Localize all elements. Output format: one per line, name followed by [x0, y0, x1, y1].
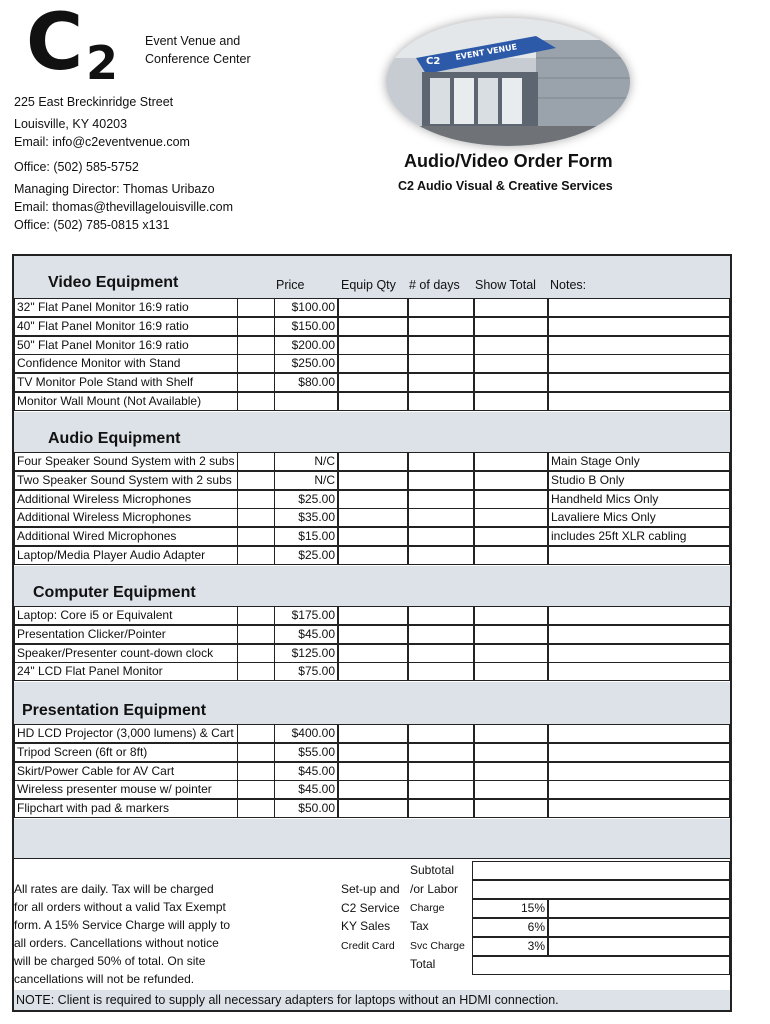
item-name: 40" Flat Panel Monitor 16:9 ratio [14, 317, 238, 336]
equip-qty-field[interactable] [338, 490, 408, 509]
show-total-field[interactable] [474, 354, 548, 373]
address-line-2: Louisville, KY 40203 [14, 117, 128, 131]
equip-qty-field[interactable] [338, 625, 408, 644]
subtotal-label: Subtotal [410, 863, 455, 877]
section-title: Presentation Equipment [22, 702, 207, 719]
spacer-cell [238, 490, 274, 509]
days-field[interactable] [408, 799, 474, 818]
show-total-field[interactable] [474, 392, 548, 411]
c2-logo [26, 0, 131, 90]
spacer-cell [238, 743, 274, 762]
item-note [548, 317, 730, 336]
table-row [14, 471, 730, 490]
item-price: N/C [274, 471, 338, 490]
item-price: $175.00 [274, 606, 338, 625]
venue-office-phone: Office: (502) 585-5752 [14, 160, 139, 174]
item-name: Additional Wireless Microphones [14, 490, 238, 509]
spacer-cell [238, 625, 274, 644]
adapter-note: NOTE: Client is required to supply all necessary adapters for laptops without an HDMI connection. [14, 990, 730, 1010]
equip-qty-field[interactable] [338, 527, 408, 546]
item-note: Studio B Only [548, 471, 730, 490]
tax-rate: 6% [472, 918, 548, 937]
show-total-field[interactable] [474, 799, 548, 818]
item-name: Additional Wireless Microphones [14, 508, 238, 527]
item-price: $250.00 [274, 354, 338, 373]
table-row [14, 298, 730, 317]
tax-label: Tax [410, 919, 429, 933]
item-name: Confidence Monitor with Stand [14, 354, 238, 373]
days-field[interactable] [408, 373, 474, 392]
item-name: Skirt/Power Cable for AV Cart [14, 762, 238, 781]
equip-qty-field[interactable] [338, 799, 408, 818]
item-price: $80.00 [274, 373, 338, 392]
equip-qty-field[interactable] [338, 644, 408, 663]
days-field[interactable] [408, 508, 474, 527]
equip-qty-field[interactable] [338, 298, 408, 317]
table-row [14, 644, 730, 663]
spacer-cell [238, 662, 274, 681]
days-field[interactable] [408, 662, 474, 681]
item-price: $50.00 [274, 799, 338, 818]
blank-band [14, 819, 730, 859]
table-row [14, 606, 730, 625]
days-field[interactable] [408, 546, 474, 565]
days-field[interactable] [408, 644, 474, 663]
col-equip-qty: Equip Qty [341, 278, 396, 292]
item-price: $150.00 [274, 317, 338, 336]
tax-field[interactable] [548, 918, 730, 937]
table-row [14, 508, 730, 527]
item-name: Laptop: Core i5 or Equivalent [14, 606, 238, 625]
total-label: Total [410, 957, 436, 971]
item-note: includes 25ft XLR cabling [548, 527, 730, 546]
item-price: $125.00 [274, 644, 338, 663]
days-field[interactable] [408, 354, 474, 373]
item-price: $200.00 [274, 336, 338, 355]
logo-letter: C [26, 0, 84, 88]
equip-qty-field[interactable] [338, 606, 408, 625]
item-name: Additional Wired Microphones [14, 527, 238, 546]
director-office-phone: Office: (502) 785-0815 x131 [14, 218, 170, 232]
show-total-field[interactable] [474, 373, 548, 392]
item-name: HD LCD Projector (3,000 lumens) & Cart [14, 724, 238, 743]
equip-qty-field[interactable] [338, 508, 408, 527]
labor-label: /or Labor [410, 882, 459, 896]
equip-qty-field[interactable] [338, 373, 408, 392]
svc-charge-label: Svc Charge [410, 940, 465, 952]
spacer-cell [238, 799, 274, 818]
show-total-field[interactable] [474, 471, 548, 490]
item-note [548, 799, 730, 818]
days-field[interactable] [408, 336, 474, 355]
venue-building-photo [386, 18, 630, 146]
total-field[interactable] [472, 956, 730, 975]
item-price: $55.00 [274, 743, 338, 762]
equip-qty-field[interactable] [338, 780, 408, 799]
spacer-cell [238, 392, 274, 411]
equip-qty-field[interactable] [338, 724, 408, 743]
item-note [548, 373, 730, 392]
labor-field[interactable] [472, 880, 730, 899]
days-field[interactable] [408, 527, 474, 546]
item-note [548, 392, 730, 411]
spacer-cell [238, 336, 274, 355]
item-price: $45.00 [274, 780, 338, 799]
show-total-field[interactable] [474, 625, 548, 644]
photo-sign-text: EVENT VENUE [454, 42, 518, 62]
days-field[interactable] [408, 452, 474, 471]
item-name: TV Monitor Pole Stand with Shelf [14, 373, 238, 392]
equip-qty-field[interactable] [338, 546, 408, 565]
item-note: Main Stage Only [548, 452, 730, 471]
item-note [548, 743, 730, 762]
venue-name: Event Venue and Conference Center [145, 34, 251, 66]
item-note [548, 780, 730, 799]
section-title: Audio Equipment [48, 430, 181, 447]
equip-qty-field[interactable] [338, 762, 408, 781]
table-row [14, 527, 730, 546]
service-rate: 15% [472, 899, 548, 918]
item-price: $100.00 [274, 298, 338, 317]
table-row [14, 490, 730, 509]
form-subtitle: C2 Audio Visual & Creative Services [398, 179, 613, 193]
item-note [548, 298, 730, 317]
setup-label: Set-up and [341, 882, 400, 896]
days-field[interactable] [408, 762, 474, 781]
spacer-cell [238, 508, 274, 527]
item-name: Presentation Clicker/Pointer [14, 625, 238, 644]
days-field[interactable] [408, 317, 474, 336]
show-total-field[interactable] [474, 724, 548, 743]
svc-charge-rate: 3% [472, 937, 548, 956]
item-name: 50" Flat Panel Monitor 16:9 ratio [14, 336, 238, 355]
item-price: $25.00 [274, 546, 338, 565]
col-days: # of days [409, 278, 460, 292]
table-row [14, 799, 730, 818]
item-name: Tripod Screen (6ft or 8ft) [14, 743, 238, 762]
table-row [14, 373, 730, 392]
table-row [14, 317, 730, 336]
days-field[interactable] [408, 490, 474, 509]
equip-qty-field[interactable] [338, 743, 408, 762]
equip-qty-field[interactable] [338, 336, 408, 355]
days-field[interactable] [408, 625, 474, 644]
spacer-cell [238, 373, 274, 392]
item-price: $45.00 [274, 625, 338, 644]
credit-card-label: Credit Card [341, 940, 395, 952]
days-field[interactable] [408, 743, 474, 762]
spacer-cell [238, 317, 274, 336]
days-field[interactable] [408, 606, 474, 625]
equip-qty-field[interactable] [338, 471, 408, 490]
item-note: Lavaliere Mics Only [548, 508, 730, 527]
equip-qty-field[interactable] [338, 452, 408, 471]
order-form [12, 254, 732, 1012]
subtotal-field[interactable] [472, 861, 730, 880]
item-name: Four Speaker Sound System with 2 subs [14, 452, 238, 471]
show-total-field[interactable] [474, 780, 548, 799]
days-field[interactable] [408, 392, 474, 411]
spacer-cell [238, 354, 274, 373]
item-name: Speaker/Presenter count-down clock [14, 644, 238, 663]
item-note [548, 644, 730, 663]
item-note [548, 546, 730, 565]
item-name: 32" Flat Panel Monitor 16:9 ratio [14, 298, 238, 317]
item-price: $35.00 [274, 508, 338, 527]
table-row [14, 336, 730, 355]
equip-qty-field[interactable] [338, 392, 408, 411]
item-name: Wireless presenter mouse w/ pointer [14, 780, 238, 799]
terms-text: All rates are daily. Tax will be charged for all orders without a valid Tax Exempt form. A 15% Service Charge will apply to all orders. Cancellations without notice will be charged 50% of total. On site cancellations will not be refunded. [14, 882, 231, 986]
show-total-field[interactable] [474, 546, 548, 565]
logo-subscript: 2 [86, 36, 119, 90]
item-name: Flipchart with pad & markers [14, 799, 238, 818]
spacer-cell [238, 546, 274, 565]
col-notes: Notes: [550, 278, 587, 292]
section-title: Computer Equipment [33, 584, 196, 601]
charge-label: Charge [410, 902, 445, 914]
item-note [548, 336, 730, 355]
table-row [14, 546, 730, 565]
item-note [548, 724, 730, 743]
item-price [274, 392, 338, 411]
table-row [14, 625, 730, 644]
video-section-header [14, 256, 730, 298]
item-price: $15.00 [274, 527, 338, 546]
show-total-field[interactable] [474, 452, 548, 471]
ky-sales-label: KY Sales [341, 919, 391, 933]
equip-qty-field[interactable] [338, 662, 408, 681]
spacer-cell [238, 724, 274, 743]
director-email: Email: thomas@thevillagelouisville.com [14, 200, 234, 214]
form-title: Audio/Video Order Form [404, 151, 613, 171]
item-price: $45.00 [274, 762, 338, 781]
spacer-cell [238, 780, 274, 799]
table-row [14, 762, 730, 781]
audio-section-header [14, 412, 730, 452]
table-row [14, 392, 730, 411]
section-title: Video Equipment [48, 274, 179, 291]
show-total-field[interactable] [474, 606, 548, 625]
item-price: $75.00 [274, 662, 338, 681]
show-total-field[interactable] [474, 644, 548, 663]
show-total-field[interactable] [474, 508, 548, 527]
service-charge-field[interactable] [548, 899, 730, 918]
spacer-cell [238, 527, 274, 546]
item-note [548, 662, 730, 681]
show-total-field[interactable] [474, 490, 548, 509]
col-show-total: Show Total [475, 278, 536, 292]
days-field[interactable] [408, 471, 474, 490]
item-note [548, 354, 730, 373]
venue-email: Email: info@c2eventvenue.com [14, 135, 190, 149]
spacer-cell [238, 644, 274, 663]
svc-charge-field[interactable] [548, 937, 730, 956]
days-field[interactable] [408, 298, 474, 317]
table-row [14, 780, 730, 799]
table-row [14, 724, 730, 743]
show-total-field[interactable] [474, 527, 548, 546]
item-price: $400.00 [274, 724, 338, 743]
table-row [14, 743, 730, 762]
show-total-field[interactable] [474, 762, 548, 781]
days-field[interactable] [408, 724, 474, 743]
computer-section-header [14, 566, 730, 606]
show-total-field[interactable] [474, 298, 548, 317]
item-name: Laptop/Media Player Audio Adapter [14, 546, 238, 565]
address-line-1: 225 East Breckinridge Street [14, 95, 174, 109]
equip-qty-field[interactable] [338, 354, 408, 373]
days-field[interactable] [408, 780, 474, 799]
presentation-section-header [14, 682, 730, 724]
show-total-field[interactable] [474, 743, 548, 762]
equip-qty-field[interactable] [338, 317, 408, 336]
spacer-cell [238, 471, 274, 490]
spacer-cell [238, 298, 274, 317]
show-total-field[interactable] [474, 662, 548, 681]
building-illustration [386, 18, 630, 146]
col-price: Price [276, 278, 305, 292]
item-name: Two Speaker Sound System with 2 subs [14, 471, 238, 490]
spacer-cell [238, 452, 274, 471]
item-note: Handheld Mics Only [548, 490, 730, 509]
table-row [14, 452, 730, 471]
spacer-cell [238, 606, 274, 625]
item-price: N/C [274, 452, 338, 471]
item-name: 24" LCD Flat Panel Monitor [14, 662, 238, 681]
item-note [548, 762, 730, 781]
item-price: $25.00 [274, 490, 338, 509]
spacer-cell [238, 762, 274, 781]
item-note [548, 606, 730, 625]
photo-logo-text: C2 [426, 56, 441, 67]
managing-director: Managing Director: Thomas Uribazo [14, 182, 215, 196]
item-name: Monitor Wall Mount (Not Available) [14, 392, 238, 411]
table-row [14, 354, 730, 373]
table-row [14, 662, 730, 681]
show-total-field[interactable] [474, 336, 548, 355]
item-note [548, 625, 730, 644]
show-total-field[interactable] [474, 317, 548, 336]
service-label: C2 Service [341, 901, 400, 915]
